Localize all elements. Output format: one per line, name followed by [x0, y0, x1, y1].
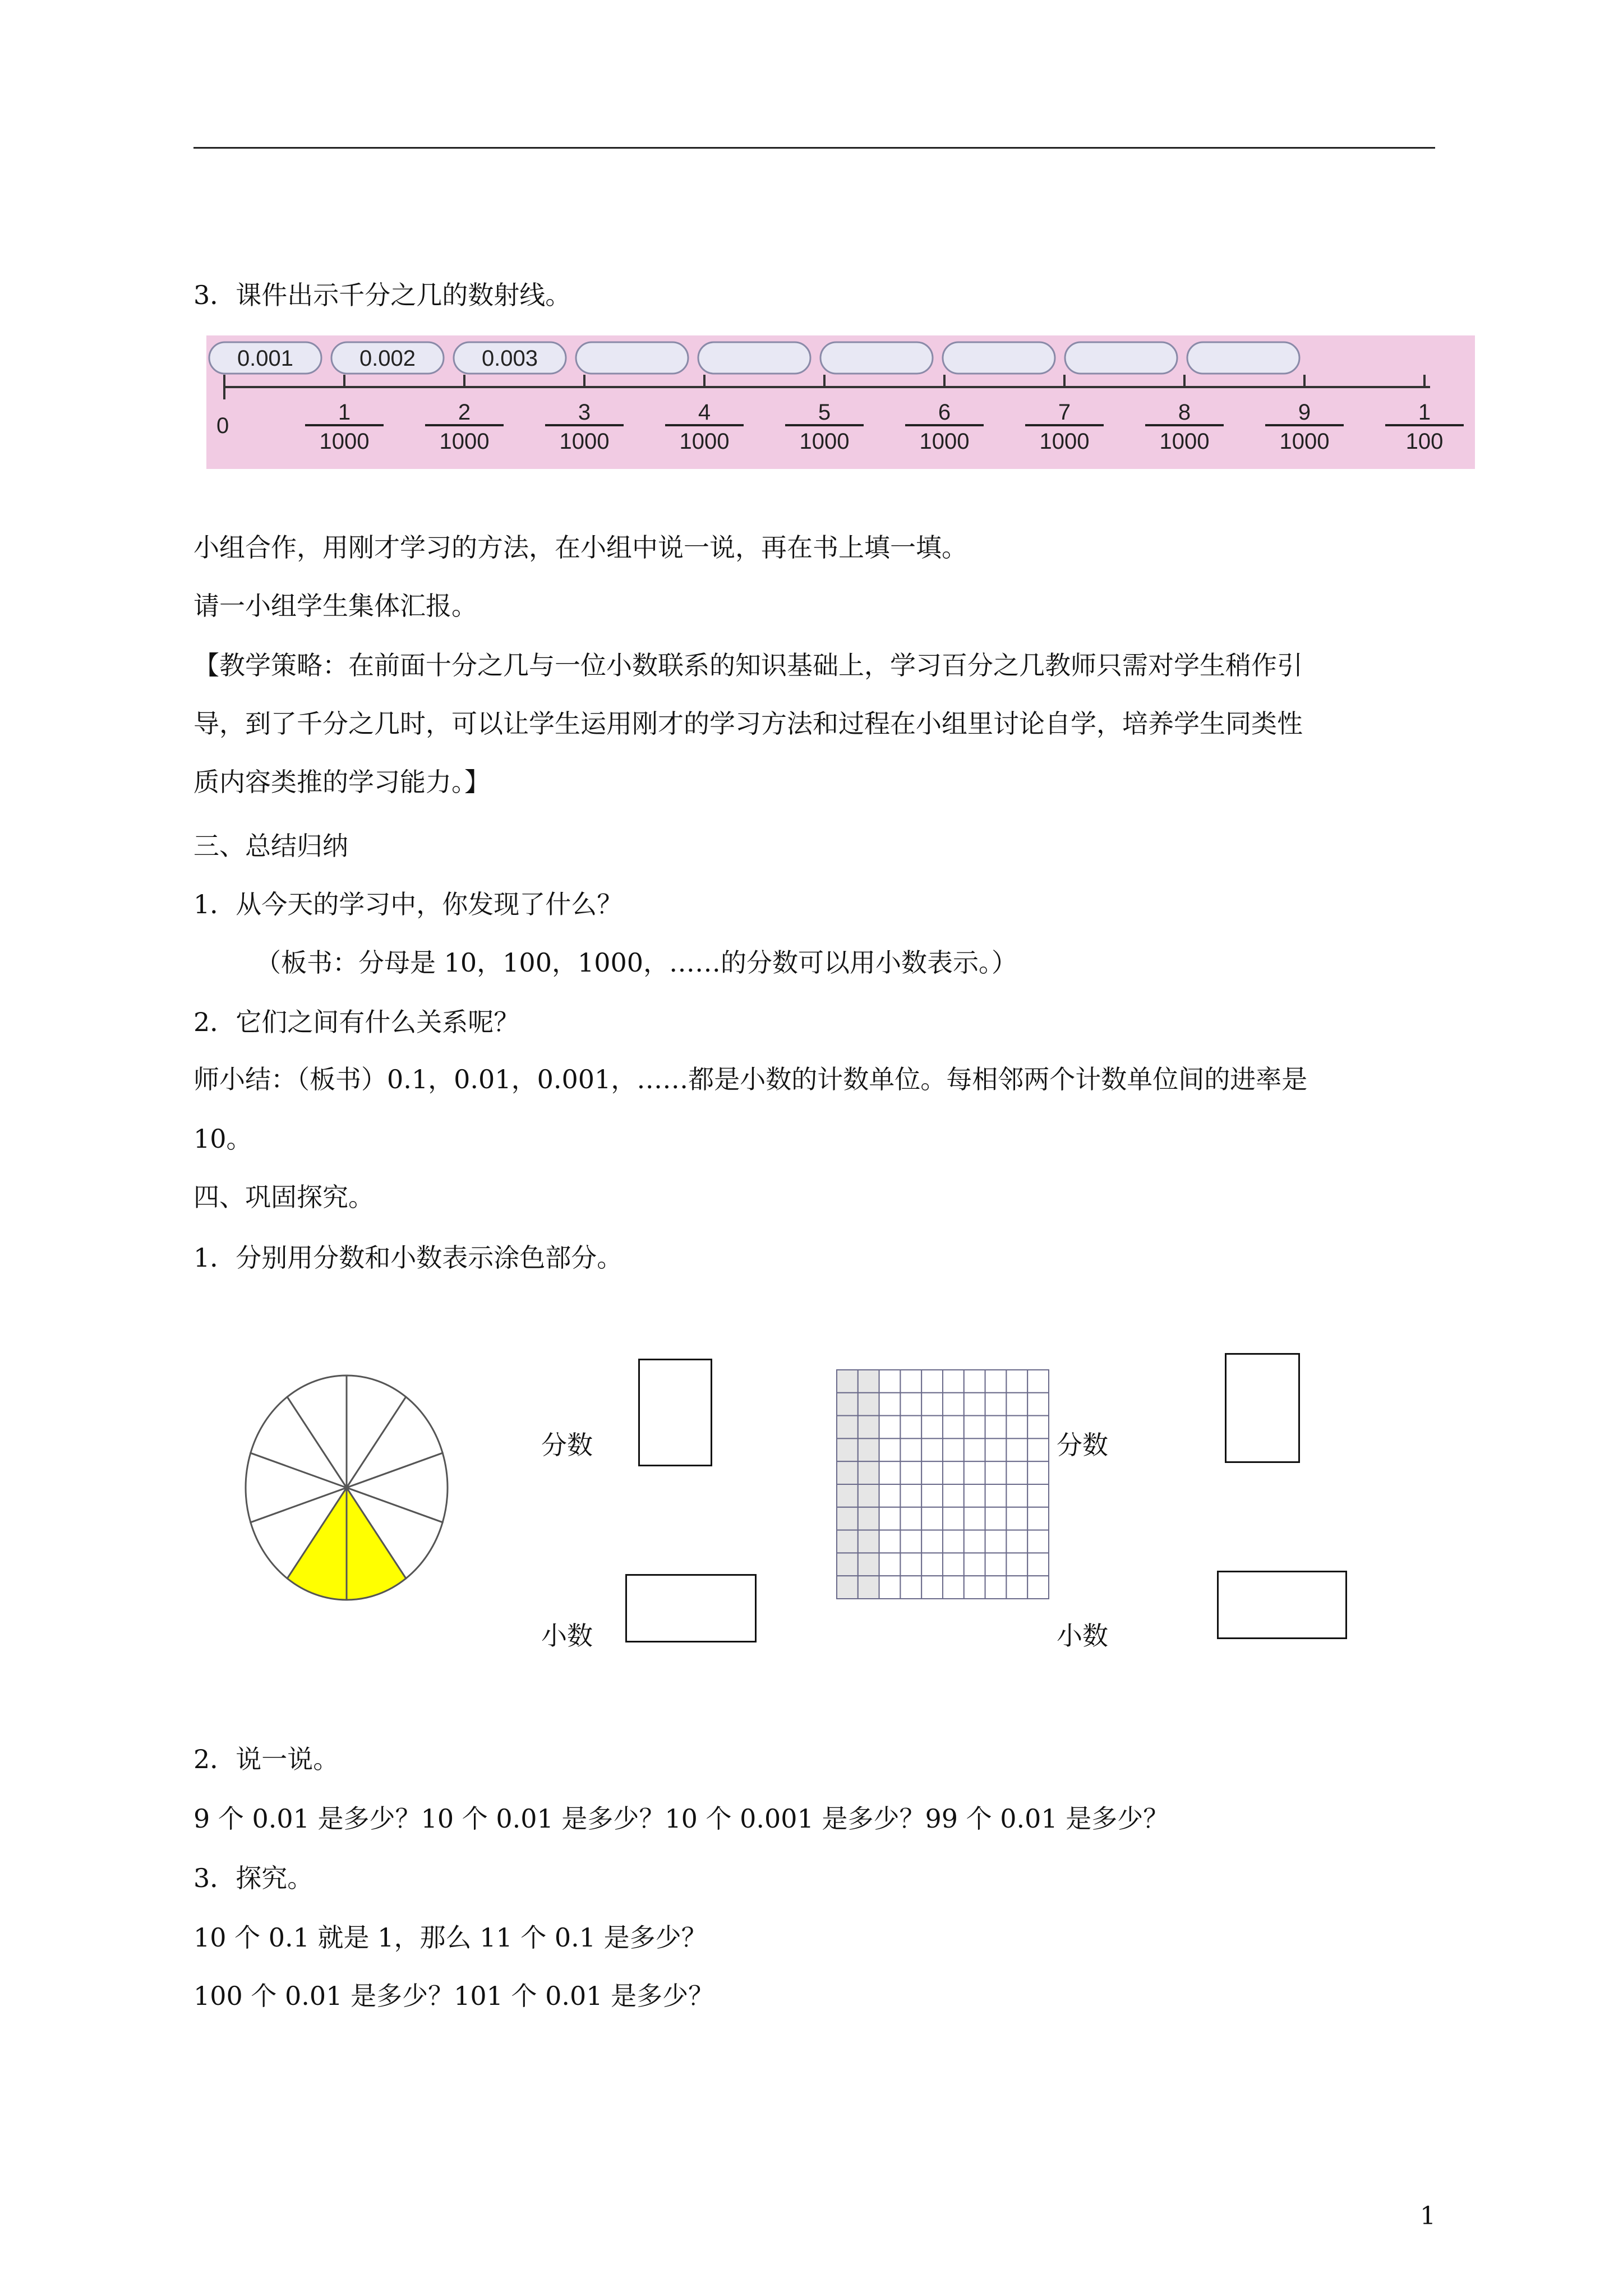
grid-cell: [985, 1484, 1007, 1507]
grid-cell: [985, 1507, 1007, 1530]
grid-cell: [1006, 1484, 1027, 1507]
grid-cell: [921, 1507, 943, 1530]
grid-cell: [985, 1553, 1007, 1576]
grid-cell: [964, 1438, 985, 1461]
tick-numerator: 2: [458, 400, 471, 425]
grid-cell: [858, 1576, 879, 1599]
question-1: 1．从今天的学习中，你发现了什么？: [193, 889, 623, 919]
grid-cell: [858, 1484, 879, 1507]
grid-cell: [837, 1576, 858, 1599]
grid-cell: [985, 1370, 1007, 1393]
grid-cell: [943, 1461, 964, 1484]
grid-cell: [837, 1553, 858, 1576]
exercise-2-questions: 9 个 0.01 是多少？10 个 0.01 是多少？10 个 0.001 是多少？99 个 0.01 是多少？: [193, 1803, 1169, 1834]
tick-numerator: 1: [338, 400, 351, 425]
bubble: [1187, 342, 1299, 374]
tick-numerator: 4: [698, 400, 711, 425]
tick-denominator: 1000: [1159, 429, 1210, 454]
grid-cell: [1027, 1416, 1049, 1439]
grid-cell: [900, 1484, 921, 1507]
decimal-answer-box-right[interactable]: [1217, 1571, 1347, 1639]
grid-cell: [943, 1416, 964, 1439]
grid-cell: [921, 1576, 943, 1599]
grid-cell: [837, 1530, 858, 1553]
fraction-label-left: 分数: [541, 1430, 593, 1460]
grid-cell: [1006, 1416, 1027, 1439]
grid-cell: [1006, 1553, 1027, 1576]
grid-cell: [964, 1553, 985, 1576]
tick-denominator: 1000: [1039, 429, 1090, 454]
exercise-3-question-1: 10 个 0.1 就是 1，那么 11 个 0.1 是多少？: [193, 1922, 707, 1953]
grid-cell: [858, 1416, 879, 1439]
exercise-2-heading: 2．说一说。: [193, 1744, 339, 1774]
page-number: 1: [1420, 2202, 1436, 2230]
grid-cell: [964, 1507, 985, 1530]
grid-cell: [900, 1438, 921, 1461]
grid-cell: [964, 1576, 985, 1599]
grid-cell: [900, 1393, 921, 1416]
grid-cell: [858, 1370, 879, 1393]
tick-denominator: 100: [1405, 429, 1444, 454]
grid-cell: [921, 1530, 943, 1553]
grid-cell: [837, 1438, 858, 1461]
grid-cell: [1027, 1576, 1049, 1599]
grid-cell: [900, 1461, 921, 1484]
grid-cell: [921, 1484, 943, 1507]
grid-cell: [837, 1507, 858, 1530]
tick-numerator: 7: [1058, 400, 1071, 425]
header-rule: [193, 147, 1435, 149]
grid-cell: [879, 1553, 901, 1576]
fraction-label-right: 分数: [1057, 1430, 1108, 1460]
grid-cell: [985, 1530, 1007, 1553]
tick-numerator: 9: [1298, 400, 1311, 425]
grid-cell: [879, 1576, 901, 1599]
tick-denominator: 1000: [319, 429, 370, 454]
grid-cell: [1027, 1530, 1049, 1553]
hundred-grid-figure: [836, 1369, 1050, 1600]
tick-numerator: 3: [578, 400, 591, 425]
grid-cell: [1006, 1438, 1027, 1461]
number-line-figure: [206, 335, 1475, 469]
exercise-1-heading: 1．分别用分数和小数表示涂色部分。: [193, 1243, 623, 1273]
strategy-line-1: 【教学策略：在前面十分之几与一位小数联系的知识基础上，学习百分之几教师只需对学生稍作引: [193, 650, 1303, 680]
grid-cell: [964, 1370, 985, 1393]
strategy-line-3: 质内容类推的学习能力。】: [193, 767, 490, 797]
grid-cell: [943, 1438, 964, 1461]
grid-cell: [1006, 1576, 1027, 1599]
grid-cell: [1027, 1461, 1049, 1484]
origin-label: 0: [216, 413, 229, 438]
number-line-svg: [206, 335, 1475, 469]
grid-cell: [943, 1530, 964, 1553]
grid-cell: [985, 1576, 1007, 1599]
question-2: 2．它们之间有什么关系呢？: [193, 1007, 520, 1037]
grid-cell: [985, 1393, 1007, 1416]
grid-cell: [900, 1370, 921, 1393]
grid-cell: [879, 1507, 901, 1530]
bubble-label: 0.003: [481, 346, 538, 371]
tick-denominator: 1000: [1279, 429, 1330, 454]
grid-cell: [921, 1461, 943, 1484]
grid-cell: [837, 1461, 858, 1484]
tick-denominator: 1000: [559, 429, 610, 454]
grid-cell: [879, 1393, 901, 1416]
grid-cell: [837, 1370, 858, 1393]
grid-cell: [879, 1416, 901, 1439]
section-3-heading: 三、总结归纳: [193, 831, 348, 861]
grid-cell: [943, 1484, 964, 1507]
grid-cell: [1006, 1507, 1027, 1530]
grid-cell: [943, 1553, 964, 1576]
grid-cell: [1027, 1370, 1049, 1393]
grid-cell: [985, 1416, 1007, 1439]
bubble: [943, 342, 1055, 374]
tick-numerator: 6: [938, 400, 951, 425]
tick-numerator: 8: [1178, 400, 1191, 425]
grid-cell: [900, 1530, 921, 1553]
grid-cell: [964, 1393, 985, 1416]
exercise-3-heading: 3．探究。: [193, 1863, 313, 1893]
grid-cell: [1006, 1393, 1027, 1416]
grid-cell: [900, 1416, 921, 1439]
grid-cell: [1027, 1438, 1049, 1461]
bubble-label: 0.001: [237, 346, 294, 371]
grid-cell: [964, 1461, 985, 1484]
grid-cell: [943, 1576, 964, 1599]
grid-cell: [1006, 1530, 1027, 1553]
grid-cell: [921, 1553, 943, 1576]
grid-cell: [879, 1530, 901, 1553]
section-4-heading: 四、巩固探究。: [193, 1182, 374, 1212]
grid-cell: [1027, 1393, 1049, 1416]
tick-numerator: 1: [1418, 400, 1431, 425]
grid-cell: [879, 1484, 901, 1507]
grid-cell: [858, 1438, 879, 1461]
bubble: [820, 342, 933, 374]
grid-cell: [879, 1370, 901, 1393]
grid-cell: [943, 1507, 964, 1530]
grid-cell: [879, 1438, 901, 1461]
bubble-label: 0.002: [359, 346, 416, 371]
bubble: [698, 342, 810, 374]
tick-numerator: 5: [818, 400, 831, 425]
grid-cell: [985, 1461, 1007, 1484]
grid-cell: [964, 1484, 985, 1507]
grid-cell: [921, 1438, 943, 1461]
grid-cell: [964, 1530, 985, 1553]
strategy-line-2: 导，到了千分之几时，可以让学生运用刚才的学习方法和过程在小组里讨论自学，培养学生同类性: [193, 708, 1303, 739]
grid-cell: [837, 1393, 858, 1416]
grid-cell: [964, 1416, 985, 1439]
tick-denominator: 1000: [799, 429, 850, 454]
grid-cell: [858, 1530, 879, 1553]
grid-cell: [900, 1553, 921, 1576]
grid-cell: [837, 1416, 858, 1439]
grid-cell: [858, 1461, 879, 1484]
group-work-text: 小组合作，用刚才学习的方法，在小组中说一说，再在书上填一填。: [193, 532, 967, 563]
item-3-heading: 3．课件出示千分之几的数射线。: [193, 280, 571, 310]
circle-fraction-figure: [240, 1372, 453, 1603]
grid-cell: [858, 1553, 879, 1576]
tick-denominator: 1000: [679, 429, 730, 454]
fraction-answer-box-left[interactable]: [638, 1359, 712, 1466]
grid-cell: [921, 1393, 943, 1416]
bubble: [576, 342, 688, 374]
tick-denominator: 1000: [439, 429, 490, 454]
report-text: 请一小组学生集体汇报。: [193, 591, 477, 621]
grid-cell: [858, 1393, 879, 1416]
summary-line-2: 10。: [193, 1124, 252, 1154]
grid-cell: [1006, 1370, 1027, 1393]
tick-denominator: 1000: [919, 429, 970, 454]
grid-cell: [1027, 1553, 1049, 1576]
grid-cell: [921, 1416, 943, 1439]
grid-cell: [943, 1393, 964, 1416]
decimal-label-right: 小数: [1057, 1621, 1108, 1651]
grid-cell: [900, 1507, 921, 1530]
grid-cell: [858, 1507, 879, 1530]
grid-cell: [900, 1576, 921, 1599]
summary-line-1: 师小结：（板书）0.1，0.01，0.001，……都是小数的计数单位。每相邻两个计数单位间的进率是: [193, 1064, 1308, 1094]
grid-cell: [943, 1370, 964, 1393]
grid-cell: [985, 1438, 1007, 1461]
grid-cell: [879, 1461, 901, 1484]
decimal-label-left: 小数: [541, 1621, 593, 1651]
decimal-answer-box-left[interactable]: [625, 1574, 757, 1642]
board-note-1: （板书：分母是 10，100，1000，……的分数可以用小数表示。）: [255, 947, 1018, 978]
grid-cell: [837, 1484, 858, 1507]
bubble: [1065, 342, 1177, 374]
grid-cell: [1027, 1507, 1049, 1530]
grid-cell: [1027, 1484, 1049, 1507]
grid-cell: [921, 1370, 943, 1393]
fraction-answer-box-right[interactable]: [1225, 1353, 1300, 1463]
grid-cell: [1006, 1461, 1027, 1484]
exercise-3-question-2: 100 个 0.01 是多少？101 个 0.01 是多少？: [193, 1981, 714, 2011]
